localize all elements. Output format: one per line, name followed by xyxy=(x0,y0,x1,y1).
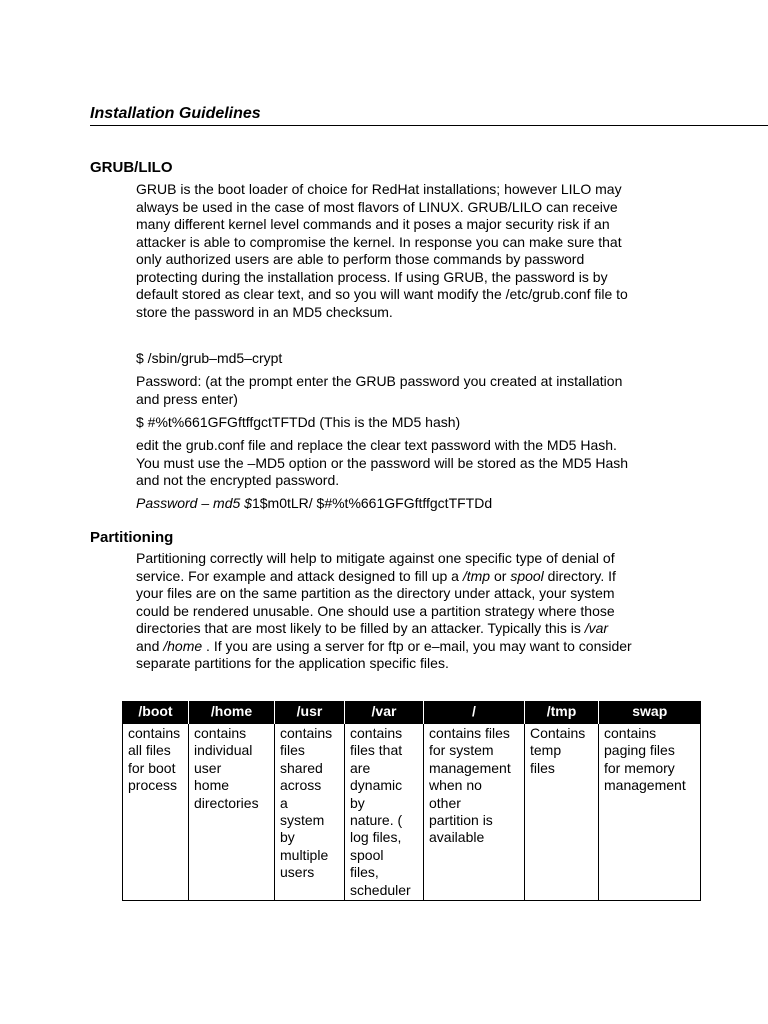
header-boot: /boot xyxy=(123,701,189,724)
header-root: / xyxy=(424,701,525,724)
header-home: /home xyxy=(189,701,275,724)
cell-home: contains individual user home directories xyxy=(189,724,275,901)
table-row xyxy=(123,724,701,901)
page-title: Installation Guidelines xyxy=(90,105,261,122)
cell-root: contains files for system management when no other partition is available xyxy=(424,724,525,901)
cell-boot: contains all files for boot process xyxy=(123,724,189,901)
cell-var: contains files that are dynamic by nature. ( log files, spool files, scheduler xyxy=(345,724,424,901)
partitioning-paragraph: Partitioning correctly will help to mitigate against one specific type of denial of service. For example and attack designed to fill up a /tmp or spool directory. If your files are on the same partition as the directory under attack, your system could be rendered unusable. One should use a partition strategy where those directories that are most likely to be filled by an attacker. Typically this is /var and /home . If you are using a server for ftp or e–mail, you may want to consider separate partitions for the application specific files. xyxy=(136,550,632,671)
header-var: /var xyxy=(345,701,424,724)
cell-usr: contains files shared across a system by multiple users xyxy=(275,724,345,901)
table-header-row xyxy=(123,701,701,724)
partitioning-heading: Partitioning xyxy=(90,529,174,546)
cell-swap: contains paging files for memory management xyxy=(599,724,701,901)
grub-intro-paragraph: GRUB is the boot loader of choice for RedHat installations; however LILO may always be used in the case of most flavors of LINUX. GRUB/LILO can receive many different kernel level commands and it poses a major security risk if an attacker is able to compromise the kernel. In response you can make sure that only authorized users are able to perform those commands by password protecting during the installation process. If using GRUB, the password is by default stored as clear text, and so you will want modify the /etc/grub.conf file to store the password in an MD5 checksum. xyxy=(136,181,628,320)
header-tmp: /tmp xyxy=(525,701,599,724)
password-prompt-text: Password: (at the prompt enter the GRUB password you created at installation and press enter) xyxy=(136,373,623,407)
edit-grub-conf-instructions: edit the grub.conf file and replace the clear text password with the MD5 Hash. You must use the –MD5 option or the password will be stored as the MD5 Hash and not the encrypted password. xyxy=(136,437,629,488)
cell-tmp: Contains temp files xyxy=(525,724,599,901)
grub-md5-command: $ /sbin/grub–md5–crypt xyxy=(136,350,283,366)
page-header xyxy=(90,104,768,126)
md5-hash-line: $ #%t%661GFGftffgctTFTDd (This is the MD5 hash) xyxy=(136,414,461,430)
header-swap: swap xyxy=(599,701,701,724)
header-usr: /usr xyxy=(275,701,345,724)
grub-conf-password-line: Password – md5 $1$m0tLR/ $#%t%661GFGftffgctTFTDd xyxy=(136,495,493,511)
partition-table xyxy=(122,701,701,901)
grub-lilo-heading: GRUB/LILO xyxy=(90,159,173,176)
